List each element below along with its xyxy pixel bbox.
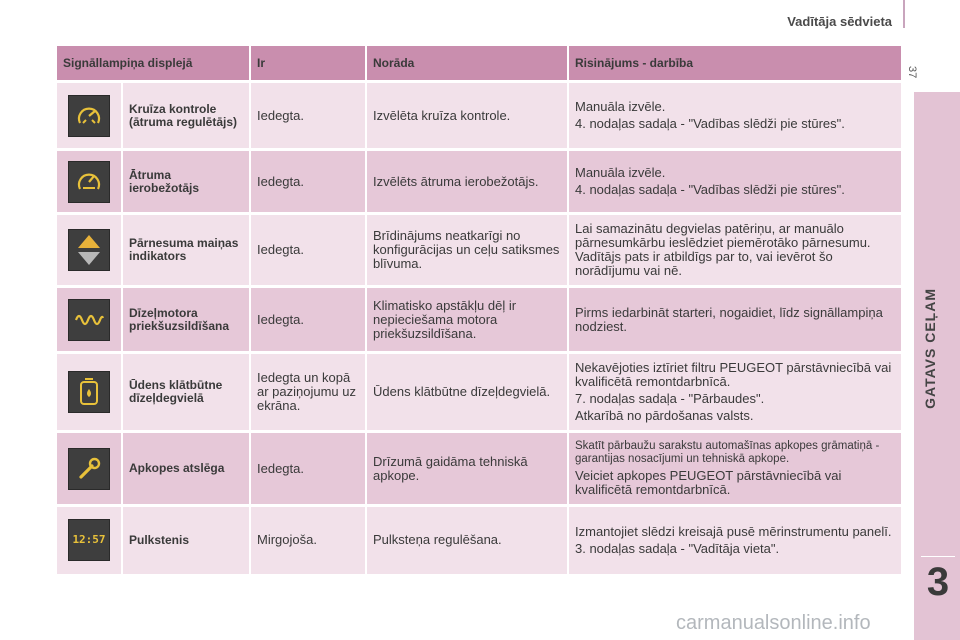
lamp-state: Iedegta un kopā ar paziņojumu uz ekrāna. [250, 353, 366, 432]
col-header-solution: Risinājums - darbība [568, 46, 902, 82]
service-wrench-icon [68, 448, 110, 490]
chapter-number: 3 [926, 560, 950, 604]
speed-limiter-icon [68, 161, 110, 203]
lamp-name: Pulkstenis [122, 506, 250, 574]
lamp-solution: Nekavējoties iztīriet filtru PEUGEOT pārstāvniecībā vai kvalificētā remontdarbnīcā. 7. nodaļas sadaļa - "Pārbaudes". Atkarībā no pārdošanas valsts. [568, 353, 902, 432]
lamp-solution: Manuāla izvēle. 4. nodaļas sadaļa - "Vadības slēdži pie stūres". [568, 82, 902, 150]
lamp-solution: Pirms iedarbināt starteri, nogaidiet, līdz signāllampiņa nodziest. [568, 287, 902, 353]
lamp-state: Iedegta. [250, 150, 366, 214]
table-row [57, 287, 902, 353]
col-header-ir: Ir [250, 46, 366, 82]
lamp-name: Dīzeļmotora priekšuzsildīšana [122, 287, 250, 353]
lamp-solution: Lai samazinātu degvielas patēriņu, ar manuālo pārnesumkārbu ieslēdziet piemērotāko pārnesumu. Vadītājs pats ir atbildīgs par to, vai ievērot šo norādījumu vai nē. [568, 214, 902, 287]
watermark-text: carmanualsonline.info [676, 612, 871, 634]
cruise-control-icon [68, 95, 110, 137]
lamp-state: Iedegta. [250, 214, 366, 287]
lamp-meaning: Izvēlēta kruīza kontrole. [366, 82, 568, 150]
lamp-meaning: Brīdinājums neatkarīgi no konfigurācijas un ceļu satiksmes blīvuma. [366, 214, 568, 287]
col-header-lamp: Signāllampiņa displejā [57, 46, 250, 82]
warning-lights-table [57, 46, 903, 574]
table-row [57, 82, 902, 150]
header-divider [903, 0, 905, 28]
lamp-solution: Skatīt pārbaužu sarakstu automašīnas apkopes grāmatiņā - garantijas nosacījumi un tehniskā apkope. Veiciet apkopes PEUGEOT pārstāvniecībā vai kvalificētā remontdarbnīcā. [568, 432, 902, 506]
lamp-solution: Manuāla izvēle. 4. nodaļas sadaļa - "Vadības slēdži pie stūres". [568, 150, 902, 214]
table-row [57, 353, 902, 432]
lamp-name: Ātruma ierobežotājs [122, 150, 250, 214]
table-row [57, 506, 902, 574]
lamp-name: Apkopes atslēga [122, 432, 250, 506]
lamp-name: Pārnesuma maiņas indikators [122, 214, 250, 287]
lamp-state: Iedegta. [250, 432, 366, 506]
table-header-row [57, 46, 902, 82]
page-header-title: Vadītāja sēdvieta [787, 14, 892, 29]
lamp-name: Kruīza kontrole (ātruma regulētājs) [122, 82, 250, 150]
side-divider [921, 556, 955, 557]
diesel-preheat-icon [68, 299, 110, 341]
water-in-diesel-icon [68, 371, 110, 413]
lamp-state: Iedegta. [250, 287, 366, 353]
lamp-meaning: Pulksteņa regulēšana. [366, 506, 568, 574]
table-row [57, 150, 902, 214]
lamp-solution: Izmantojiet slēdzi kreisajā pusē mērinstrumentu panelī. 3. nodaļas sadaļa - "Vadītāja vieta". [568, 506, 902, 574]
clock-display-icon [68, 519, 110, 561]
clock-display-text: 12:57 [72, 533, 106, 547]
lamp-meaning: Izvēlēts ātruma ierobežotājs. [366, 150, 568, 214]
table-row [57, 432, 902, 506]
table-row [57, 214, 902, 287]
lamp-meaning: Ūdens klātbūtne dīzeļdegvielā. [366, 353, 568, 432]
lamp-state: Iedegta. [250, 82, 366, 150]
lamp-name: Ūdens klātbūtne dīzeļdegvielā [122, 353, 250, 432]
lamp-meaning: Klimatisko apstākļu dēļ ir nepieciešama motora priekšuzsildīšana. [366, 287, 568, 353]
gear-shift-indicator-icon [68, 229, 110, 271]
lamp-state: Mirgojoša. [250, 506, 366, 574]
lamp-meaning: Drīzumā gaidāma tehniskā apkope. [366, 432, 568, 506]
chapter-label: GATAVS CEĻAM [922, 288, 938, 409]
col-header-norada: Norāda [366, 46, 568, 82]
page-number: 37 [906, 66, 918, 79]
